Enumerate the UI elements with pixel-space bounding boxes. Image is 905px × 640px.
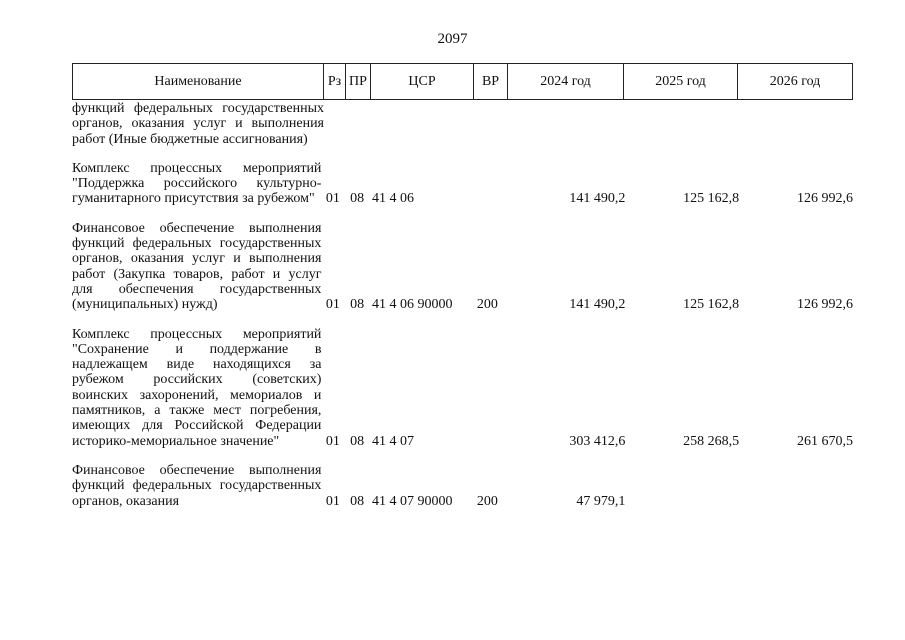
- row-vr: 200: [476, 493, 498, 509]
- column-header-csr: ЦСР: [371, 64, 474, 100]
- page-number: 2097: [437, 31, 468, 47]
- row-rz: 01: [325, 493, 340, 509]
- table-header: [72, 63, 853, 100]
- row-name: функций федеральных государственных органов, оказания услуг и выполнения работ (Иные бюджетные ассигнования): [72, 101, 324, 147]
- row-vr: 200: [476, 297, 498, 313]
- row-csr: 41 4 07: [371, 433, 414, 449]
- row-pr: 08: [350, 493, 365, 509]
- row-name: Финансовое обеспечение выполнения функций федеральных государственных органов, оказания: [72, 462, 322, 509]
- row-2026: 126 992,6: [797, 297, 853, 313]
- column-header-2025: 2025 год: [624, 64, 738, 100]
- table-row: [72, 463, 853, 509]
- row-2024: 47 979,1: [576, 493, 626, 509]
- row-pr: 08: [350, 433, 365, 449]
- row-rz: 01: [325, 433, 340, 449]
- column-header-2024: 2024 год: [508, 64, 624, 100]
- row-pr: 08: [350, 297, 365, 313]
- row-csr: 41 4 07 90000: [371, 493, 453, 509]
- row-2025: 125 162,8: [683, 191, 740, 207]
- column-header-vr: ВР: [474, 64, 508, 100]
- table-row: [72, 221, 853, 313]
- table-row: [72, 101, 853, 147]
- row-2026: 261 670,5: [797, 433, 853, 449]
- row-pr: 08: [350, 191, 365, 207]
- row-name: Финансовое обеспечение выполнения функций федеральных государственных органов, оказания услуг и выполнения работ (Закупка товаров, работ и услуг для обеспечения государственных (муниципальных) нужд): [72, 220, 322, 313]
- column-header-2026: 2026 год: [738, 64, 853, 100]
- row-name: Комплекс процессных мероприятий "Сохранение и поддержание в надлежащем виде находящихся за рубежом российских (советских) воинских захоронений, мемориалов и памятников, а также мест погребения, имеющих для Российской Федерации историко-мемориальное значение": [72, 326, 322, 449]
- column-header-name: Наименование: [73, 64, 324, 100]
- column-header-pr: ПР: [346, 64, 371, 100]
- row-name: Комплекс процессных мероприятий "Поддержка российского культурно-гуманитарного присутствия за рубежом": [72, 160, 322, 207]
- table-row: [72, 327, 853, 449]
- row-csr: 41 4 06 90000: [371, 297, 453, 313]
- row-2024: 303 412,6: [569, 433, 626, 449]
- column-header-rz: Рз: [324, 64, 346, 100]
- row-2026: 126 992,6: [797, 191, 853, 207]
- table-body: [72, 101, 853, 509]
- row-2024: 141 490,2: [569, 297, 626, 313]
- row-csr: 41 4 06: [371, 191, 414, 207]
- row-2025: 125 162,8: [683, 297, 740, 313]
- row-rz: 01: [325, 297, 340, 313]
- row-2025: 258 268,5: [683, 433, 740, 449]
- table-row: [72, 161, 853, 207]
- row-rz: 01: [325, 191, 340, 207]
- row-2024: 141 490,2: [569, 191, 626, 207]
